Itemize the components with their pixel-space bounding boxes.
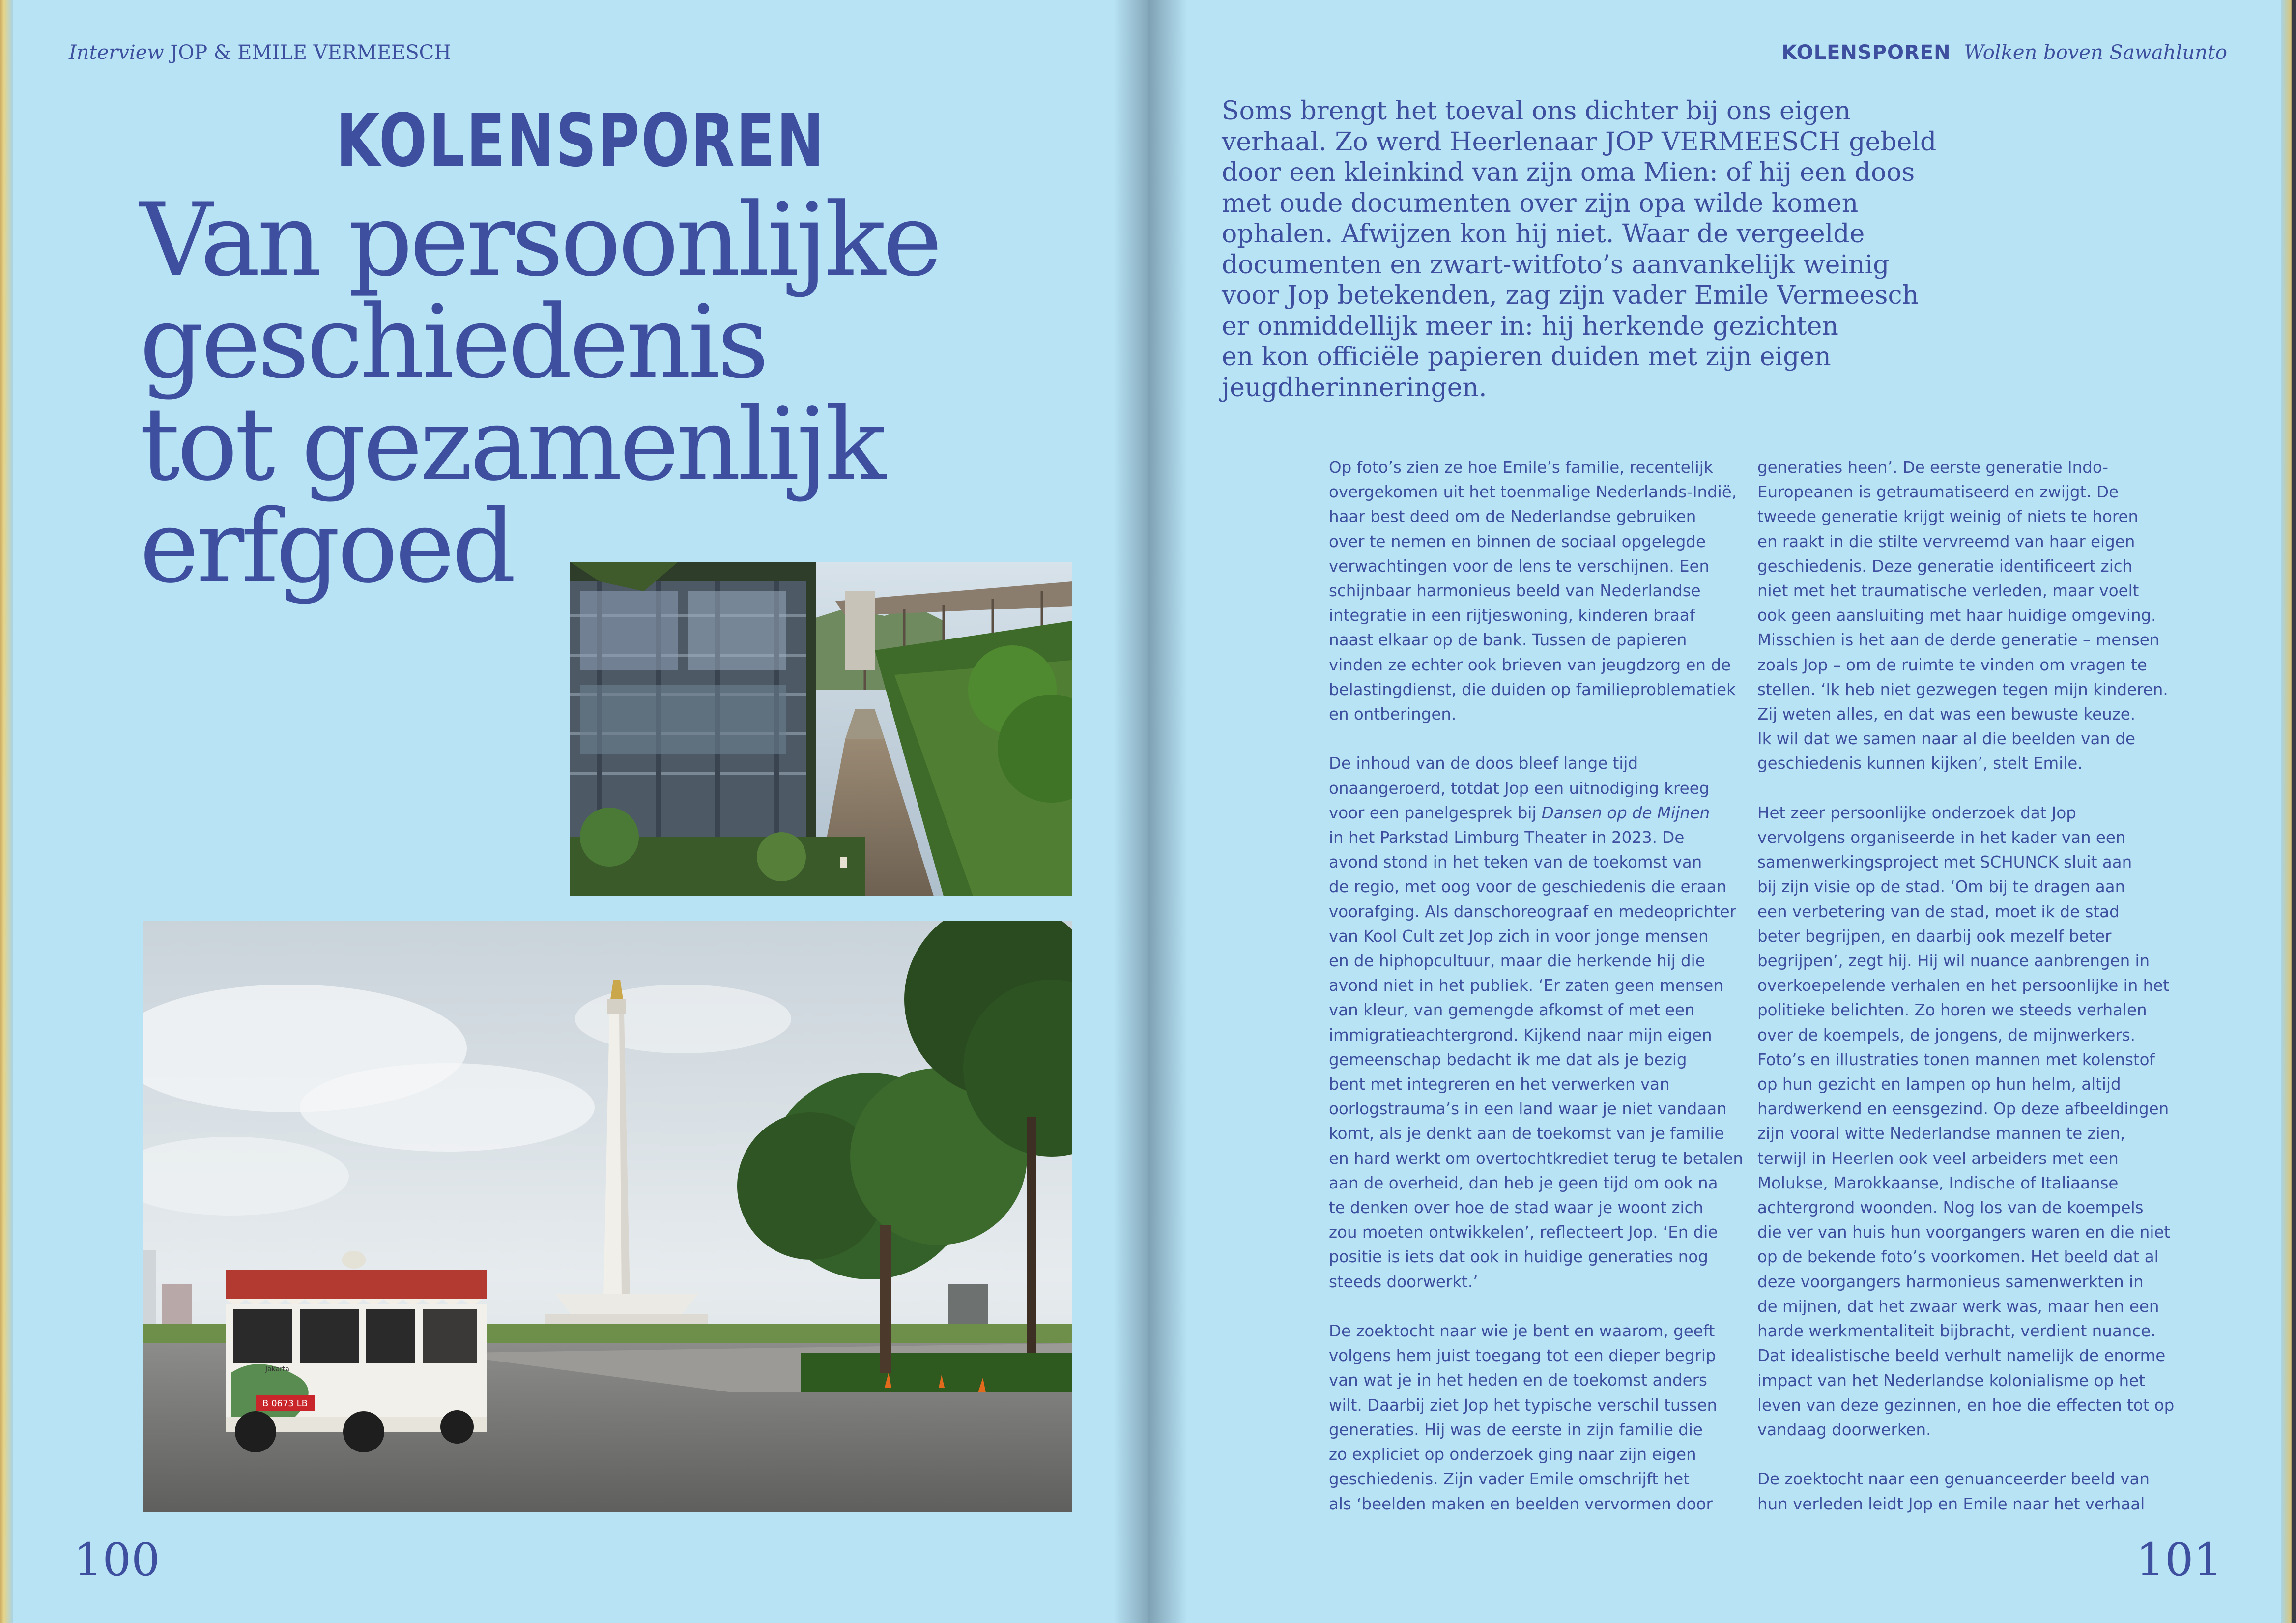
- body-line: geschiedenis kunnen kijken’, stelt Emile.: [1757, 754, 2083, 773]
- body-line: overgekomen uit het toenmalige Nederlands-Indië,: [1329, 483, 1737, 502]
- intro-line: en kon officiële papieren duiden met zijn eigen: [1222, 342, 1831, 372]
- body-line: beter begrijpen, en daarbij ook mezelf beter: [1757, 927, 2112, 946]
- body-line: De zoektocht naar een genuanceerder beeld van: [1757, 1470, 2150, 1489]
- body-line: zijn vooral witte Nederlandse mannen te zien,: [1757, 1124, 2125, 1143]
- paragraph-break: [1329, 726, 1751, 751]
- body-line: overkoepelende verhalen en het persoonlijke in het: [1757, 976, 2169, 995]
- body-line: zou moeten ontwikkelen’, reflecteert Jop. ‘En die: [1329, 1223, 1718, 1242]
- body-line: als ‘beelden maken en beelden vervormen door: [1329, 1494, 1713, 1513]
- body-line: Ik wil dat we samen naar al die beelden van de: [1757, 729, 2135, 749]
- body-line: voor een panelgesprek bij Dansen op de Mijnen: [1329, 803, 1710, 822]
- intro-line: er onmiddellijk meer in: hij herkende gezichten: [1222, 311, 1838, 341]
- right-page: [1148, 0, 2296, 1623]
- body-line: en ontberingen.: [1329, 705, 1457, 724]
- body-line: belastingdienst, die duiden op familieproblematiek: [1329, 680, 1736, 699]
- body-line: terwijl in Heerlen ook veel arbeiders met een: [1757, 1149, 2119, 1168]
- intro-line: met oude documenten over zijn opa wilde komen: [1222, 188, 1859, 218]
- body-line: zoals Jop – om de ruimte te vinden om vragen te: [1757, 655, 2147, 674]
- body-line: in het Parkstad Limburg Theater in 2023. De: [1329, 828, 1685, 847]
- body-line: achtergrond woonden. Nog los van de koempels: [1757, 1198, 2144, 1217]
- intro-line: verhaal. Zo werd Heerlenaar JOP VERMEESCH gebeld: [1222, 127, 1937, 157]
- body-line: volgens hem juist toegang tot een dieper begrip: [1329, 1346, 1716, 1365]
- body-column-1: [1329, 455, 1751, 1516]
- headline-line: tot gezamenlijk: [140, 386, 883, 503]
- body-line: stellen. ‘Ik heb niet gezwegen tegen mijn kinderen.: [1757, 680, 2168, 699]
- page-edge: [2281, 0, 2296, 1623]
- body-line: immigratieachtergrond. Kijkend naar mijn eigen: [1329, 1025, 1712, 1044]
- body-line: harde werkmentaliteit bijbracht, verdient nuance.: [1757, 1322, 2156, 1341]
- mine-photo: [570, 562, 1072, 896]
- paragraph-break: [1757, 1442, 2180, 1467]
- body-line: avond stond in het teken van de toekomst van: [1329, 853, 1702, 872]
- running-head-right: [1781, 41, 2227, 64]
- body-line: bent met integreren en het verwerken van: [1329, 1075, 1670, 1094]
- monas-photo-image: [143, 921, 1072, 1512]
- body-line: Molukse, Marokkaanse, Indische of Italiaanse: [1757, 1173, 2119, 1192]
- paragraph-break: [1757, 776, 2180, 801]
- body-line: over te nemen en binnen de sociaal opgelegde: [1329, 532, 1706, 551]
- body-line: de regio, met oog voor de geschiedenis die eraan: [1329, 877, 1727, 897]
- body-line: van wat je in het heden en de toekomst anders: [1329, 1371, 1707, 1390]
- body-line: oorlogstrauma’s in een land waar je niet vandaan: [1329, 1100, 1727, 1119]
- body-line: hardwerkend en eensgezind. Op deze afbeeldingen: [1757, 1100, 2169, 1119]
- intro-line: jeugdherinneringen.: [1222, 373, 1487, 403]
- body-line: gemeenschap bedacht ik me dat als je bezig: [1329, 1050, 1687, 1069]
- body-line: hun verleden leidt Jop en Emile naar het verhaal: [1757, 1494, 2145, 1513]
- running-head-label: Interview: [69, 41, 164, 64]
- body-line: en de hiphopcultuur, maar die herkende hij die: [1329, 952, 1705, 971]
- intro-paragraph: [1222, 96, 2008, 403]
- body-line: aan de overheid, dan heb je geen tijd om ook na: [1329, 1173, 1718, 1192]
- body-line: bij zijn visie op de stad. ‘Om bij te dragen aan: [1757, 877, 2125, 897]
- body-line: naast elkaar op de bank. Tussen de papieren: [1329, 631, 1687, 650]
- body-line: verwachtingen voor de lens te verschijnen. Een: [1329, 556, 1710, 576]
- body-line: impact van het Nederlandse kolonialisme op het: [1757, 1371, 2145, 1390]
- body-line: avond niet in het publiek. ‘Er zaten geen mensen: [1329, 976, 1723, 995]
- body-line: generaties. Hij was de eerste in zijn familie die: [1329, 1420, 1703, 1439]
- body-line: Het zeer persoonlijke onderzoek dat Jop: [1757, 803, 2076, 822]
- running-head-title: Wolken boven Sawahlunto: [1964, 41, 2227, 64]
- body-line: vinden ze echter ook brieven van jeugdzorg en de: [1329, 655, 1731, 674]
- body-line: vandaag doorwerken.: [1757, 1420, 1931, 1439]
- page-number: 100: [74, 1534, 160, 1586]
- body-line: politieke belichten. Zo horen we steeds verhalen: [1757, 1001, 2147, 1020]
- body-line: haar best deed om de Nederlandse gebruiken: [1329, 507, 1696, 526]
- body-line: deze voorgangers harmonieus samenwerkten in: [1757, 1272, 2144, 1291]
- body-line: Misschien is het aan de derde generatie – mensen: [1757, 631, 2160, 650]
- body-line: wilt. Daarbij ziet Jop het typische verschil tussen: [1329, 1395, 1718, 1415]
- headline-line: Van persoonlijke: [140, 182, 940, 299]
- body-line: Dat idealistische beeld verhult namelijk de enorme: [1757, 1346, 2166, 1365]
- body-line: van Kool Cult zet Jop zich in voor jonge mensen: [1329, 927, 1709, 946]
- body-line: onaangeroerd, totdat Jop een uitnodiging kreeg: [1329, 779, 1710, 798]
- gutter-shadow: [1114, 0, 1148, 1623]
- body-line: geschiedenis. Zijn vader Emile omschrijft het: [1329, 1470, 1690, 1489]
- body-line: Zij weten alles, en dat was een bewuste keuze.: [1757, 705, 2136, 724]
- monas-photo: [143, 921, 1072, 1512]
- body-line: en raakt in die stilte vervreemd van haar eigen: [1757, 532, 2135, 551]
- body-line: zo expliciet op onderzoek ging naar zijn eigen: [1329, 1445, 1696, 1464]
- headline-line: erfgoed: [140, 489, 514, 606]
- intro-line: ophalen. Afwijzen kon hij niet. Waar de vergeelde: [1222, 219, 1865, 249]
- body-line: en hard werkt om overtochtkrediet terug te betalen: [1329, 1149, 1744, 1168]
- paragraph-break: [1329, 1294, 1751, 1319]
- intro-line: voor Jop betekenden, zag zijn vader Emile Vermeesch: [1222, 281, 1919, 310]
- page-number: 101: [2136, 1534, 2222, 1586]
- body-line: steeds doorwerkt.’: [1329, 1272, 1478, 1291]
- body-line: integratie in een rijtjeswoning, kinderen braaf: [1329, 606, 1695, 625]
- body-line: komt, als je denkt aan de toekomst van je familie: [1329, 1124, 1724, 1143]
- body-line: De zoektocht naar wie je bent en waarom, geeft: [1329, 1322, 1715, 1341]
- body-column-2: [1757, 455, 2180, 1516]
- body-line: ook geen aansluiting met haar huidige omgeving.: [1757, 606, 2156, 625]
- body-line: te denken over hoe de stad waar je woont zich: [1329, 1198, 1704, 1217]
- body-line: begrijpen’, zegt hij. Hij wil nuance aanbrengen in: [1757, 952, 2150, 971]
- body-line: schijnbaar harmonieus beeld van Nederlandse: [1329, 581, 1701, 601]
- body-line: over de koempels, de jongens, de mijnwerkers.: [1757, 1025, 2135, 1044]
- body-line: die ver van huis hun voorgangers waren en die niet: [1757, 1223, 2171, 1242]
- body-line: van kleur, van gemengde afkomst of met een: [1329, 1001, 1695, 1020]
- gutter-shadow: [1148, 0, 1187, 1623]
- body-line: Foto’s en illustraties tonen mannen met kolenstof: [1757, 1050, 2155, 1069]
- body-line: samenwerkingsproject met SCHUNCK sluit aan: [1757, 853, 2132, 872]
- body-line: op hun gezicht en lampen op hun helm, altijd: [1757, 1075, 2121, 1094]
- mine-photo-image: [570, 562, 1072, 896]
- intro-line: Soms brengt het toeval ons dichter bij ons eigen: [1222, 96, 1851, 126]
- running-head-left: [69, 41, 451, 64]
- headline-line: geschiedenis: [140, 284, 766, 401]
- section-kicker: KOLENSPOREN: [336, 98, 826, 183]
- page-edge: [0, 0, 13, 1623]
- body-line: generaties heen’. De eerste generatie Indo-: [1757, 458, 2109, 477]
- body-line: vervolgens organiseerde in het kader van een: [1757, 828, 2126, 847]
- intro-line: door een kleinkind van zijn oma Mien: of hij een doos: [1222, 158, 1915, 187]
- body-line: leven van deze gezinnen, en hoe die effecten tot op: [1757, 1395, 2175, 1415]
- body-line: Op foto’s zien ze hoe Emile’s familie, recentelijk: [1329, 458, 1713, 477]
- body-line: de mijnen, dat het zwaar werk was, maar hen een: [1757, 1297, 2159, 1316]
- bus-plate-text: B 0673 LB: [262, 1398, 308, 1409]
- bus-sign-text: Jakarta: [265, 1365, 289, 1373]
- italic-title: Dansen op de Mijnen: [1541, 803, 1710, 822]
- body-line: voorafging. Als danschoreograaf en medeoprichter: [1329, 902, 1737, 921]
- body-line: Europeanen is getraumatiseerd en zwijgt. De: [1757, 483, 2119, 502]
- body-line: De inhoud van de doos bleef lange tijd: [1329, 754, 1638, 773]
- article-headline: [140, 182, 1024, 606]
- body-line: een verbetering van de stad, moet ik de stad: [1757, 902, 2120, 921]
- body-line: tweede generatie krijgt weinig of niets te horen: [1757, 507, 2139, 526]
- body-line: op de bekende foto’s voorkomen. Het beeld dat al: [1757, 1247, 2159, 1267]
- running-head-kicker: KOLENSPOREN: [1781, 41, 1951, 64]
- body-line: positie is iets dat ook in huidige generaties nog: [1329, 1247, 1708, 1267]
- body-line: niet met het traumatische verleden, maar voelt: [1757, 581, 2139, 601]
- body-line: geschiedenis. Deze generatie identificeert zich: [1757, 556, 2133, 576]
- running-head-names: JOP & EMILE VERMEESCH: [170, 41, 452, 64]
- intro-line: documenten en zwart-witfoto’s aanvankelijk weinig: [1222, 250, 1890, 280]
